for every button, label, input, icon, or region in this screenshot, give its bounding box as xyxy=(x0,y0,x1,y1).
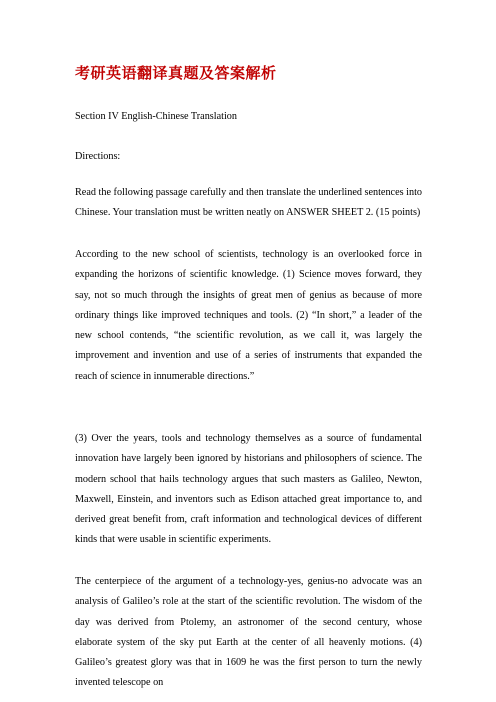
body-paragraph-3: The centerpiece of the argument of a technology-yes, genius-no advocate was an analysis of Galileo’s role at the start of the scientific revolution. The wisdom of the day was derived from Ptolemy, an astronomer of the second century, whose elaborate system of the sky put Earth at the center of all heavenly motions. (4) Galileo’s greatest glory was that in 1609 he was the first person to turn the newly invented telescope on xyxy=(75,576,422,689)
instructions-paragraph: Read the following passage carefully and then translate the underlined sentences into Chinese. Your translation must be written neatly on ANSWER SHEET 2. (15 points) xyxy=(75,187,422,219)
body-paragraph-1: According to the new school of scientists, technology is an overlooked force in expanding the horizons of scientific knowledge. (1) Science moves forward, they say, not so much through the insights of great men of genius as because of more ordinary things like improved techniques and tools. (2) “In short,” a leader of the new school contends, “the scientific revolution, as we call it, was largely the improvement and invention and use of a series of instruments that expanded the reach of science in innumerable directions.” xyxy=(75,249,422,382)
body-paragraph-2: (3) Over the years, tools and technology themselves as a source of fundamental innovation have largely been ignored by historians and philosophers of science. The modern school that hails technology argues that such masters as Galileo, Newton, Maxwell, Einstein, and inventors such as Edison attached great importance to, and derived great benefit from, craft information and technological devices of different kinds that were usable in scientific experiments. xyxy=(75,433,422,546)
document-title: 考研英语翻译真题及答案解析 xyxy=(75,64,277,82)
directions-label: Directions: xyxy=(75,151,121,162)
section-heading: Section IV English-Chinese Translation xyxy=(75,111,237,122)
